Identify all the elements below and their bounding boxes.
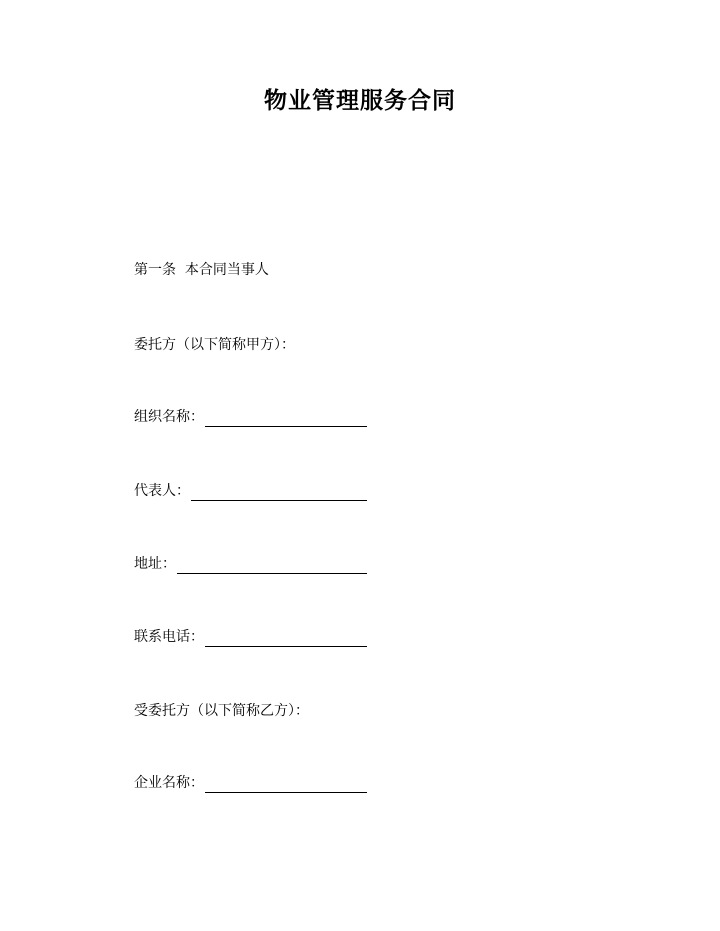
article-heading [134,260,269,280]
party-a-heading [134,335,295,355]
article-heading-text: 第一条 本合同当事人 [134,262,269,278]
company-name-blank[interactable] [205,778,367,793]
company-name-row [134,773,367,793]
representative-row [134,481,367,501]
phone-blank[interactable] [205,632,367,647]
address-blank[interactable] [177,559,367,574]
document-title: 物业管理服务合同 [264,88,456,114]
org-name-blank[interactable] [205,412,367,427]
party-b-heading-text: 受委托方（以下简称乙方）： [134,703,309,719]
party-b-heading [134,701,309,721]
address-label: 地址： [134,556,176,572]
representative-blank[interactable] [191,486,367,501]
org-name-row [134,407,367,427]
address-row [134,554,367,574]
phone-label: 联系电话： [134,629,204,645]
org-name-label: 组织名称： [134,409,204,425]
phone-row [134,627,367,647]
company-name-label: 企业名称： [134,775,204,791]
party-a-heading-text: 委托方（以下简称甲方）： [134,337,295,353]
representative-label: 代表人： [134,483,190,499]
